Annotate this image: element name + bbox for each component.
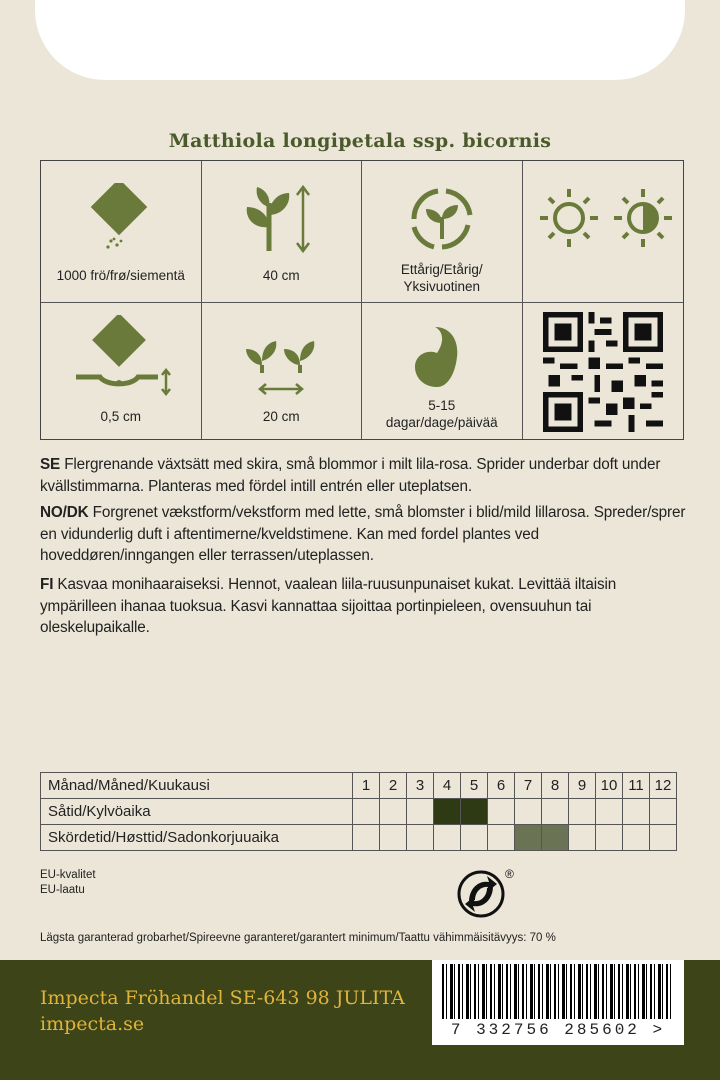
description-se-text: Flergrenande växtsätt med skira, små blommor i milt lila-rosa. Sprider underbar doft under kvällstimmarna. Planteras med fördel intill entrén eller uteplatsen.	[40, 456, 661, 495]
sowing-depth-icon	[66, 315, 176, 399]
seed-packet-icon	[81, 183, 161, 253]
lang-tag-se: SE	[40, 456, 61, 473]
barcode-number: 7 332756 285602 >	[450, 1021, 666, 1039]
harvest-cell-12	[650, 825, 677, 851]
month-header: 7	[515, 773, 542, 799]
sow-row	[41, 799, 677, 825]
registered-mark: ®	[505, 867, 514, 881]
sow-cell-6	[488, 799, 515, 825]
harvest-cell-1	[353, 825, 380, 851]
sow-cell-3	[407, 799, 434, 825]
sow-cell-11	[623, 799, 650, 825]
sow-depth-cell	[41, 303, 202, 439]
description-fi	[40, 574, 690, 639]
plant-spacing-icon	[236, 329, 326, 399]
qr-code-icon[interactable]	[543, 312, 663, 432]
month-header: 8	[542, 773, 569, 799]
germination-days-unit: dagar/dage/päivää	[385, 415, 498, 430]
harvest-row-label: Skördetid/Høsttid/Sadonkorjuuaika	[41, 825, 353, 851]
sow-depth-label: 0,5 cm	[100, 409, 141, 424]
barcode-bars	[442, 964, 674, 1019]
sow-cell-5	[461, 799, 488, 825]
harvest-cell-6	[488, 825, 515, 851]
sowing-calendar	[40, 772, 677, 851]
annual-label-2: Yksivuotinen	[403, 279, 481, 294]
germination-cell	[362, 303, 523, 439]
germination-days: 5-15	[428, 398, 456, 413]
latin-name: Matthiola longipetala ssp. bicornis	[168, 130, 552, 152]
month-header: 4	[434, 773, 461, 799]
lang-tag-fi: FI	[40, 576, 54, 593]
harvest-cell-11	[623, 825, 650, 851]
height-label: 40 cm	[262, 268, 300, 283]
month-header: 1	[353, 773, 380, 799]
harvest-cell-3	[407, 825, 434, 851]
description-nodk	[40, 502, 690, 567]
harvest-cell-5	[461, 825, 488, 851]
spacing-label: 20 cm	[262, 409, 300, 424]
hang-tab-cutout	[35, 0, 685, 80]
month-header: 10	[596, 773, 623, 799]
month-header: 6	[488, 773, 515, 799]
sow-cell-7	[515, 799, 542, 825]
month-header: 2	[380, 773, 407, 799]
eu-quality-fi: EU-laatu	[40, 884, 85, 896]
germination-guarantee: Lägsta garanterad grobarhet/Spireevne garanteret/garantert minimum/Taattu vähimmäisitävyys: 70 %	[40, 932, 556, 944]
annual-cell	[362, 161, 523, 303]
description-fi-text: Kasvaa monihaaraiseksi. Hennot, vaalean liila-ruusunpunaiset kukat. Levittää iltaisin ympärilleen ihanaa tuoksua. Kasvi kannattaa sijoittaa portinpieleen, ovensuuhun tai oleskelupaikalle.	[40, 576, 617, 636]
description-nodk-text: Forgrenet vækstform/vekstform med lette, små blomster i blid/mild lillarosa. Spreder/sprer en vidunderlig duft i aftentimerne/kveldstimene. Kan med fordel plantes ved hoveddøren/inngangen eller terrassen/uteplassen.	[40, 504, 686, 564]
sow-row-label: Såtid/Kylvöaika	[41, 799, 353, 825]
month-header: 11	[623, 773, 650, 799]
harvest-cell-9	[569, 825, 596, 851]
month-header: 5	[461, 773, 488, 799]
annual-label-1: Ettårig/Etårig/	[400, 262, 483, 277]
month-row	[41, 773, 677, 799]
month-header: 12	[650, 773, 677, 799]
eu-quality	[40, 868, 96, 898]
barcode	[432, 960, 684, 1045]
harvest-cell-10	[596, 825, 623, 851]
annual-cycle-icon	[402, 179, 482, 255]
eu-quality-se: EU-kvalitet	[40, 869, 96, 881]
sun-cell	[523, 161, 684, 303]
sun-half-shade-icon	[533, 183, 673, 253]
sow-cell-10	[596, 799, 623, 825]
harvest-cell-8	[542, 825, 569, 851]
lang-tag-nodk: NO/DK	[40, 504, 89, 521]
harvest-row	[41, 825, 677, 851]
sow-cell-2	[380, 799, 407, 825]
seed-count-label: 1000 frö/frø/siementä	[56, 268, 185, 283]
sow-cell-8	[542, 799, 569, 825]
company-website[interactable]: impecta.se	[40, 1013, 145, 1035]
company-address: Impecta Fröhandel SE-643 98 JULITA	[40, 987, 405, 1009]
sow-cell-1	[353, 799, 380, 825]
sow-cell-9	[569, 799, 596, 825]
height-cell	[202, 161, 363, 303]
sprouting-seed-icon	[407, 321, 477, 391]
month-row-label: Månad/Måned/Kuukausi	[41, 773, 353, 799]
sow-cell-12	[650, 799, 677, 825]
month-header: 9	[569, 773, 596, 799]
sow-cell-4	[434, 799, 461, 825]
spacing-cell	[202, 303, 363, 439]
seed-count-cell	[41, 161, 202, 303]
plant-height-icon	[241, 181, 321, 257]
qr-cell	[523, 303, 684, 439]
month-header: 3	[407, 773, 434, 799]
harvest-cell-2	[380, 825, 407, 851]
harvest-cell-4	[434, 825, 461, 851]
info-icon-grid	[40, 160, 684, 440]
recycling-icon	[455, 862, 525, 922]
description-se	[40, 454, 690, 497]
harvest-cell-7	[515, 825, 542, 851]
